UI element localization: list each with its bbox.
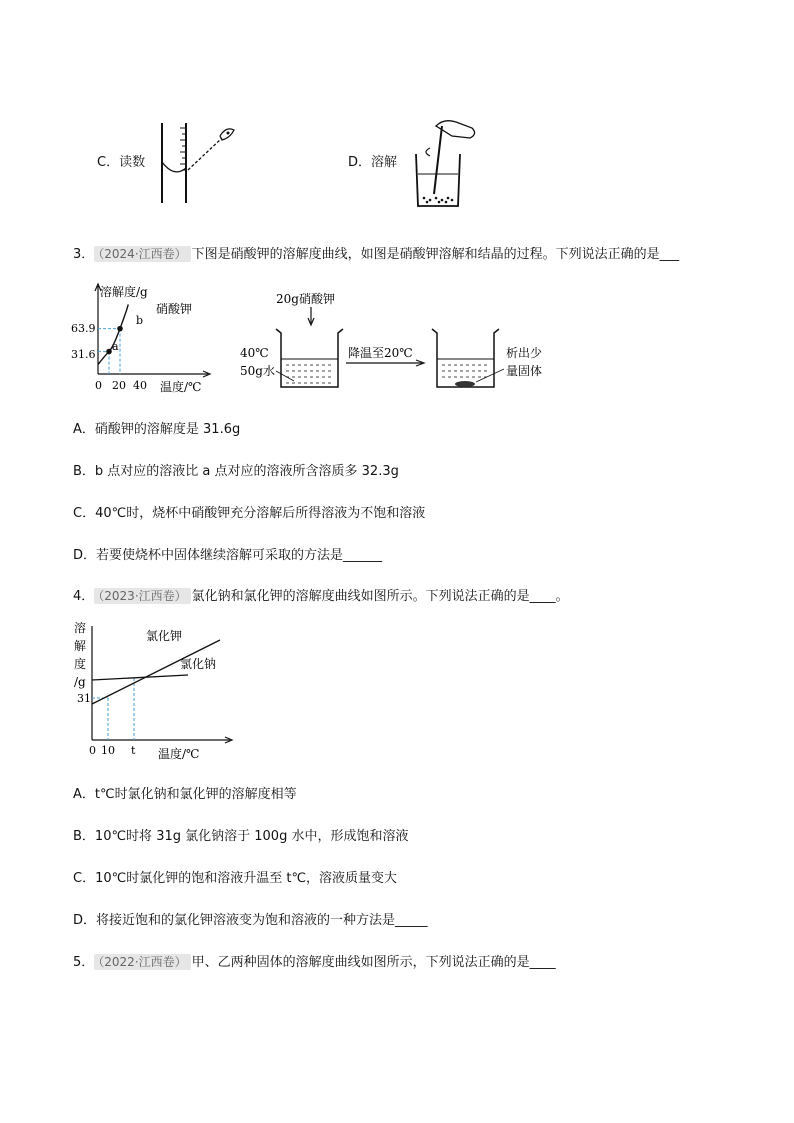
x-tick-10: 10 [101, 744, 115, 757]
data-point-b [117, 326, 123, 332]
q4-option-d[interactable]: D．将接近饱和的氯化钾溶液变为饱和溶液的一种方法是_____ [73, 913, 428, 928]
initial-temp-label: 40℃ [240, 346, 269, 360]
y-label-char-2: 解 [74, 639, 87, 653]
series-label-nacl: 氯化钠 [180, 657, 217, 671]
kcl-curve [92, 640, 220, 704]
question-text: 氯化钠和氯化钾的溶解度曲线如图所示。下列说法正确的是____。 [191, 589, 569, 604]
initial-water-label: 50g水 [240, 364, 275, 378]
beaker-before [276, 329, 343, 387]
x-axis-label: 温度/℃ [160, 380, 202, 394]
q3-option-b[interactable]: B．b 点对应的溶液比 a 点对应的溶液所含溶质多 32.3g [73, 464, 399, 479]
x-tick-40: 40 [133, 379, 147, 392]
point-a-label: a [112, 340, 119, 353]
nacl-curve [92, 675, 188, 680]
series-label-kcl: 氯化钾 [146, 629, 183, 643]
question-number: 4． [73, 589, 95, 604]
y-tick-31.6: 31.6 [71, 348, 96, 361]
x-axis-label: 温度/℃ [158, 747, 200, 761]
beaker-dissolving-illustration [408, 112, 488, 212]
q4-option-a[interactable]: A．t℃时氯化钠和氯化钾的溶解度相等 [73, 787, 297, 802]
question-3-stem [73, 243, 679, 262]
point-b-label: b [136, 314, 144, 327]
q4-option-b[interactable]: B．10℃时将 31g 氯化钠溶于 100g 水中，形成饱和溶液 [73, 829, 409, 844]
question-text: 下图是硝酸钾的溶解度曲线，如图是硝酸钾溶解和结晶的过程。下列说法正确的是___ [191, 247, 680, 262]
source-tag: （2024·江西卷） [94, 246, 190, 262]
kno3-curve [98, 304, 128, 364]
source-tag: （2022·江西卷） [94, 954, 190, 970]
data-point-a [106, 349, 112, 355]
y-label-char-4: /g [74, 675, 86, 689]
q3-option-c[interactable]: C．40℃时，烧杯中硝酸钾充分溶解后所得溶液为不饱和溶液 [73, 506, 426, 521]
option-c-label: C．读数 [97, 155, 146, 170]
kno3-solubility-chart [70, 278, 220, 398]
cooling-arrow-label: 降温至20℃ [348, 346, 413, 360]
crystallization-process-diagram [236, 285, 566, 400]
q3-option-a[interactable]: A．硝酸钾的溶解度是 31.6g [73, 422, 241, 437]
q3-option-d[interactable]: D．若要使烧杯中固体继续溶解可采取的方法是______ [73, 548, 383, 563]
x-tick-20: 20 [112, 379, 126, 392]
y-label-char-1: 溶 [74, 621, 87, 635]
x-tick-t: t [131, 744, 136, 757]
question-number: 3． [73, 247, 95, 262]
graduated-cylinder-reading-illustration [150, 118, 250, 208]
y-tick-63.9: 63.9 [71, 322, 96, 335]
y-label-char-3: 度 [74, 657, 87, 671]
series-label-kno3: 硝酸钾 [156, 302, 193, 316]
result-label-line2: 量固体 [506, 364, 543, 378]
question-number: 5． [73, 955, 95, 970]
added-solute-label: 20g硝酸钾 [276, 292, 335, 306]
x-tick-0: 0 [95, 379, 102, 392]
q4-option-c[interactable]: C．10℃时氯化钾的饱和溶液升温至 t℃，溶液质量变大 [73, 871, 398, 886]
beaker-after [432, 329, 499, 387]
y-axis-label: 溶解度/g [100, 285, 148, 299]
nacl-kcl-solubility-chart [70, 618, 240, 766]
question-4-stem [73, 585, 569, 604]
crystals [455, 381, 475, 387]
source-tag: （2023·江西卷） [94, 588, 190, 604]
y-tick-31: 31 [77, 692, 91, 705]
x-tick-0: 0 [89, 744, 96, 757]
option-d-label: D．溶解 [348, 155, 398, 170]
result-label-line1: 析出少 [506, 346, 543, 360]
question-text: 甲、乙两种固体的溶解度曲线如图所示，下列说法正确的是____ [191, 955, 556, 970]
question-5-stem [73, 951, 556, 970]
